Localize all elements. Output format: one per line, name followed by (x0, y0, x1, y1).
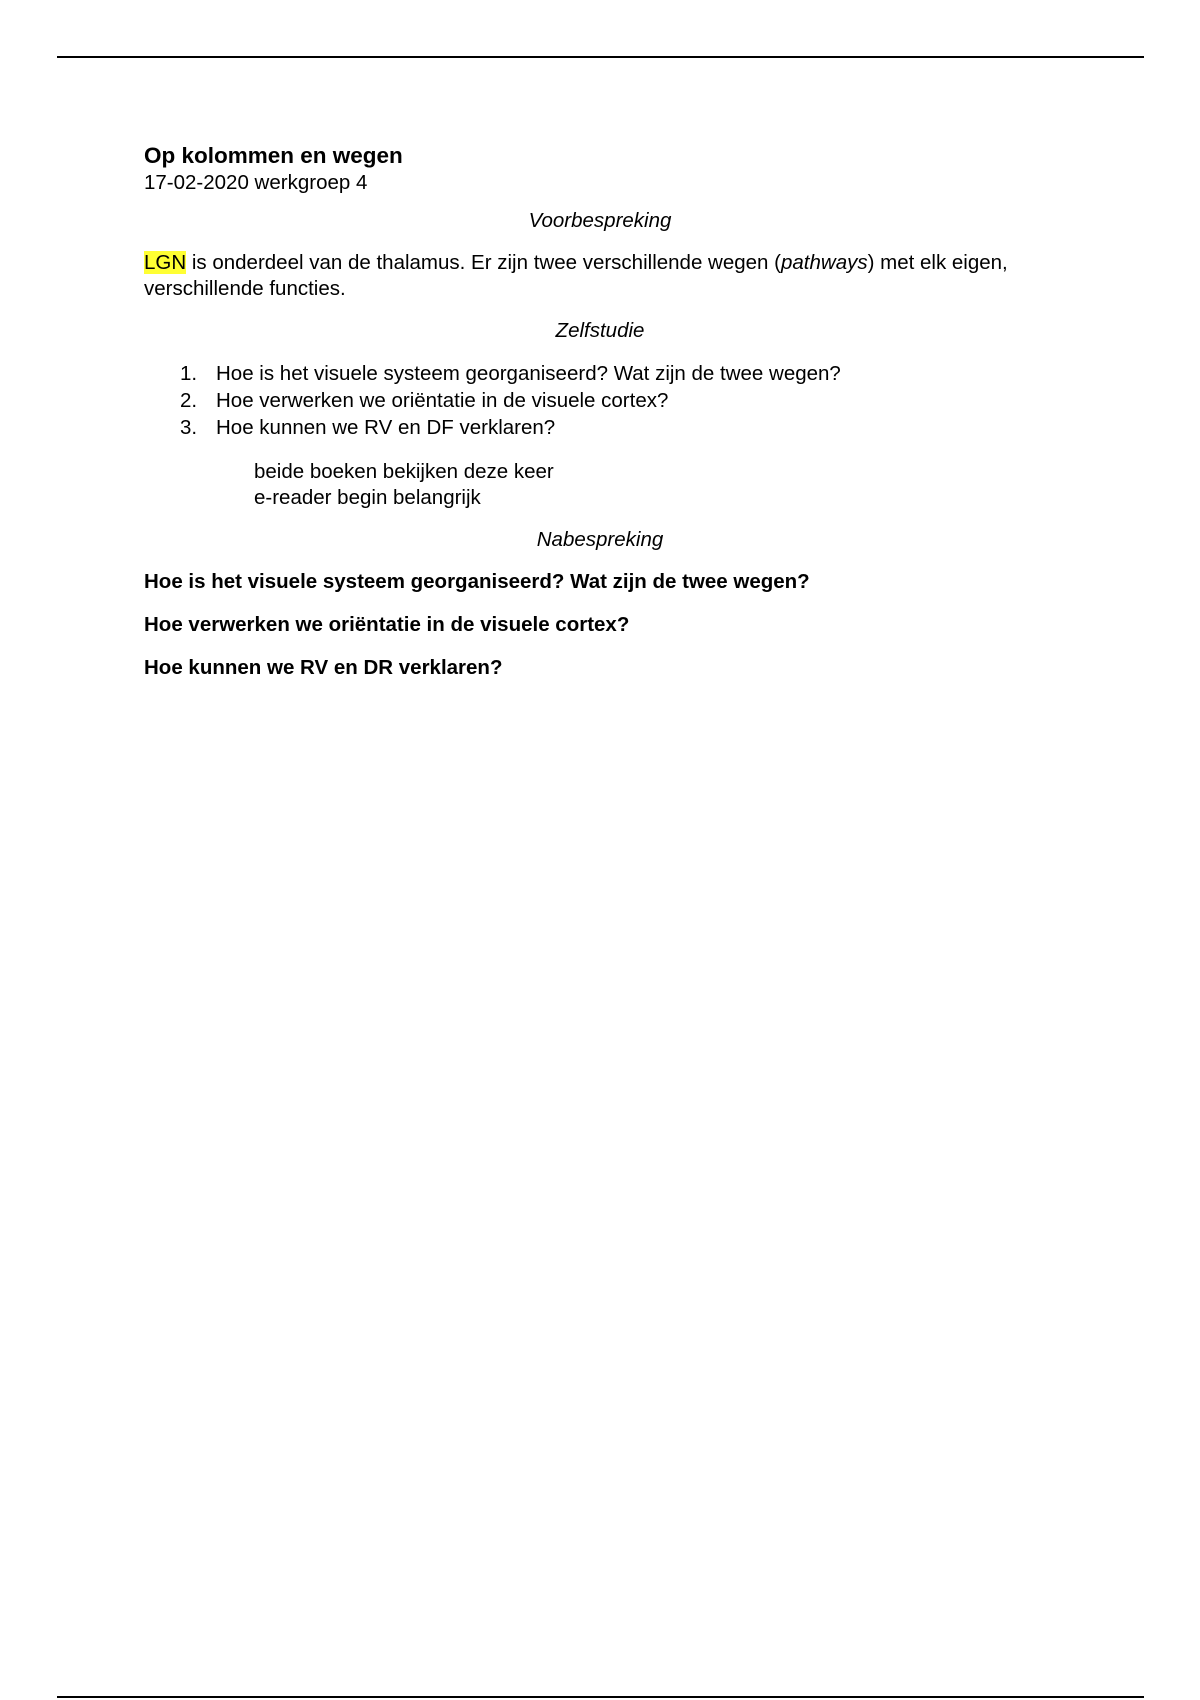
zelfstudie-question-list (144, 360, 1056, 441)
zelfstudie-notes (144, 459, 1056, 511)
list-item (144, 360, 1056, 387)
document-subtitle: 17-02-2020 werkgroep 4 (144, 171, 368, 194)
list-item-text: Hoe kunnen we RV en DF verklaren? (216, 416, 556, 439)
paragraph-text-1: is onderdeel van de thalamus. Er zijn twee verschillende wegen ( (186, 251, 781, 274)
section-heading-zelfstudie: Zelfstudie (555, 319, 645, 342)
document-title: Op kolommen en wegen (144, 143, 403, 168)
list-item-text: Hoe is het visuele systeem georganiseerd? Wat zijn de twee wegen? (216, 362, 841, 385)
nabespreking-question: Hoe is het visuele systeem georganiseerd? Wat zijn de twee wegen? (144, 570, 810, 593)
note-line: beide boeken bekijken deze keer (254, 460, 554, 483)
list-item-number: 3. (180, 416, 198, 439)
section-heading-nabespreking: Nabespreking (536, 528, 664, 551)
list-item (144, 387, 1056, 414)
voorbespreking-paragraph (144, 250, 1056, 302)
paragraph-text-2: ) met elk eigen, verschillende functies. (144, 251, 1008, 300)
note-line: e-reader begin belangrijk (254, 486, 481, 509)
header-rule (57, 56, 1144, 58)
document-body (144, 142, 1056, 698)
paragraph-italic-term: pathways (780, 251, 868, 274)
nabespreking-question: Hoe kunnen we RV en DR verklaren? (144, 656, 503, 679)
list-item-number: 2. (180, 389, 198, 412)
nabespreking-question: Hoe verwerken we oriëntatie in de visuele cortex? (144, 613, 630, 636)
list-item-text: Hoe verwerken we oriëntatie in de visuele cortex? (216, 389, 669, 412)
list-item-number: 1. (180, 362, 198, 385)
list-item (144, 414, 1056, 441)
section-heading-voorbespreking: Voorbespreking (528, 209, 672, 232)
highlighted-term: LGN (144, 251, 187, 274)
footer-rule (57, 1696, 1144, 1698)
